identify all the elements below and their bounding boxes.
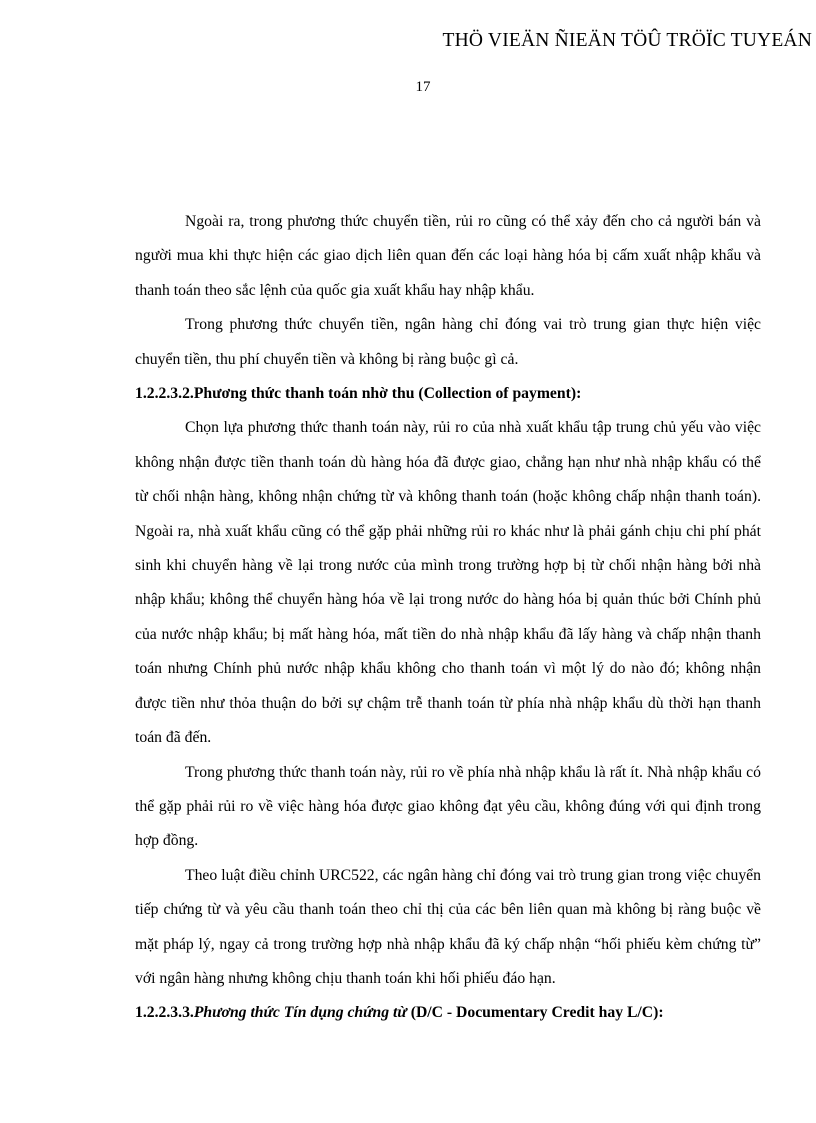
header-title: THÖ VIEÄN ÑIEÄN TÖÛ TRÖÏC TUYEÁN [442, 30, 812, 51]
heading-suffix: (D/C - Documentary Credit hay L/C): [406, 1004, 664, 1022]
paragraph: Trong phương thức thanh toán này, rủi ro về phía nhà nhập khẩu là rất ít. Nhà nhập khẩu có thể gặp phải rủi ro về việc hàng hóa được giao không đạt yêu cầu, không đúng với qui định trong hợp đồng. [135, 763, 761, 850]
section-heading [135, 996, 761, 1030]
heading-number: 1.2.2.3.3. [135, 1004, 194, 1022]
paragraph: Chọn lựa phương thức thanh toán này, rủi ro của nhà xuất khẩu tập trung chủ yếu vào việc không nhận được tiền thanh toán dù hàng hóa đã được giao, chẳng hạn như nhà nhập khẩu có thể từ chối nhận hàng, không nhận chứng từ và không thanh toán (hoặc không chấp nhận thanh toán). Ngoài ra, nhà xuất khẩu cũng có thể gặp phải những rủi ro khác như là phải gánh chịu chi phí phát sinh khi chuyển hàng về lại trong nước của mình trong trường hợp bị từ chối nhận hàng bởi nhà nhập khẩu; không thể chuyển hàng hóa về lại trong nước do hàng hóa bị quản thúc bởi Chính phủ của nước nhập khẩu; bị mất hàng hóa, mất tiền do nhà nhập khẩu đã lấy hàng và chấp nhận thanh toán nhưng Chính phủ nước nhập khẩu không cho thanh toán vì một lý do nào đó; không nhận được tiền như thỏa thuận do bởi sự chậm trễ thanh toán từ phía nhà nhập khẩu dù thời hạn thanh toán đã đến. [135, 419, 761, 747]
section-heading: 1.2.2.3.2.Phương thức thanh toán nhờ thu (Collection of payment): [135, 385, 582, 403]
page-number: 17 [415, 79, 431, 95]
paragraph: Theo luật điều chỉnh URC522, các ngân hàng chỉ đóng vai trò trung gian trong việc chuyển tiếp chứng từ và yêu cầu thanh toán theo chỉ thị của các bên liên quan mà không bị ràng buộc về mặt pháp lý, ngay cả trong trường hợp nhà nhập khẩu đã ký chấp nhận “hối phiếu kèm chứng từ” với ngân hàng nhưng không chịu thanh toán khi hối phiếu đáo hạn. [135, 866, 761, 987]
paragraph: Trong phương thức chuyển tiền, ngân hàng chỉ đóng vai trò trung gian thực hiện việc chuyển tiền, thu phí chuyển tiền và không bị ràng buộc gì cả. [135, 316, 761, 368]
page-content [135, 205, 761, 1031]
paragraph: Ngoài ra, trong phương thức chuyển tiền, rủi ro cũng có thể xảy đến cho cả người bán và người mua khi thực hiện các giao dịch liên quan đến các loại hàng hóa bị cấm xuất nhập khẩu và thanh toán theo sắc lệnh của quốc gia xuất khẩu hay nhập khẩu. [135, 213, 761, 299]
heading-italic-text: Phương thức Tín dụng chứng từ [193, 1004, 407, 1022]
